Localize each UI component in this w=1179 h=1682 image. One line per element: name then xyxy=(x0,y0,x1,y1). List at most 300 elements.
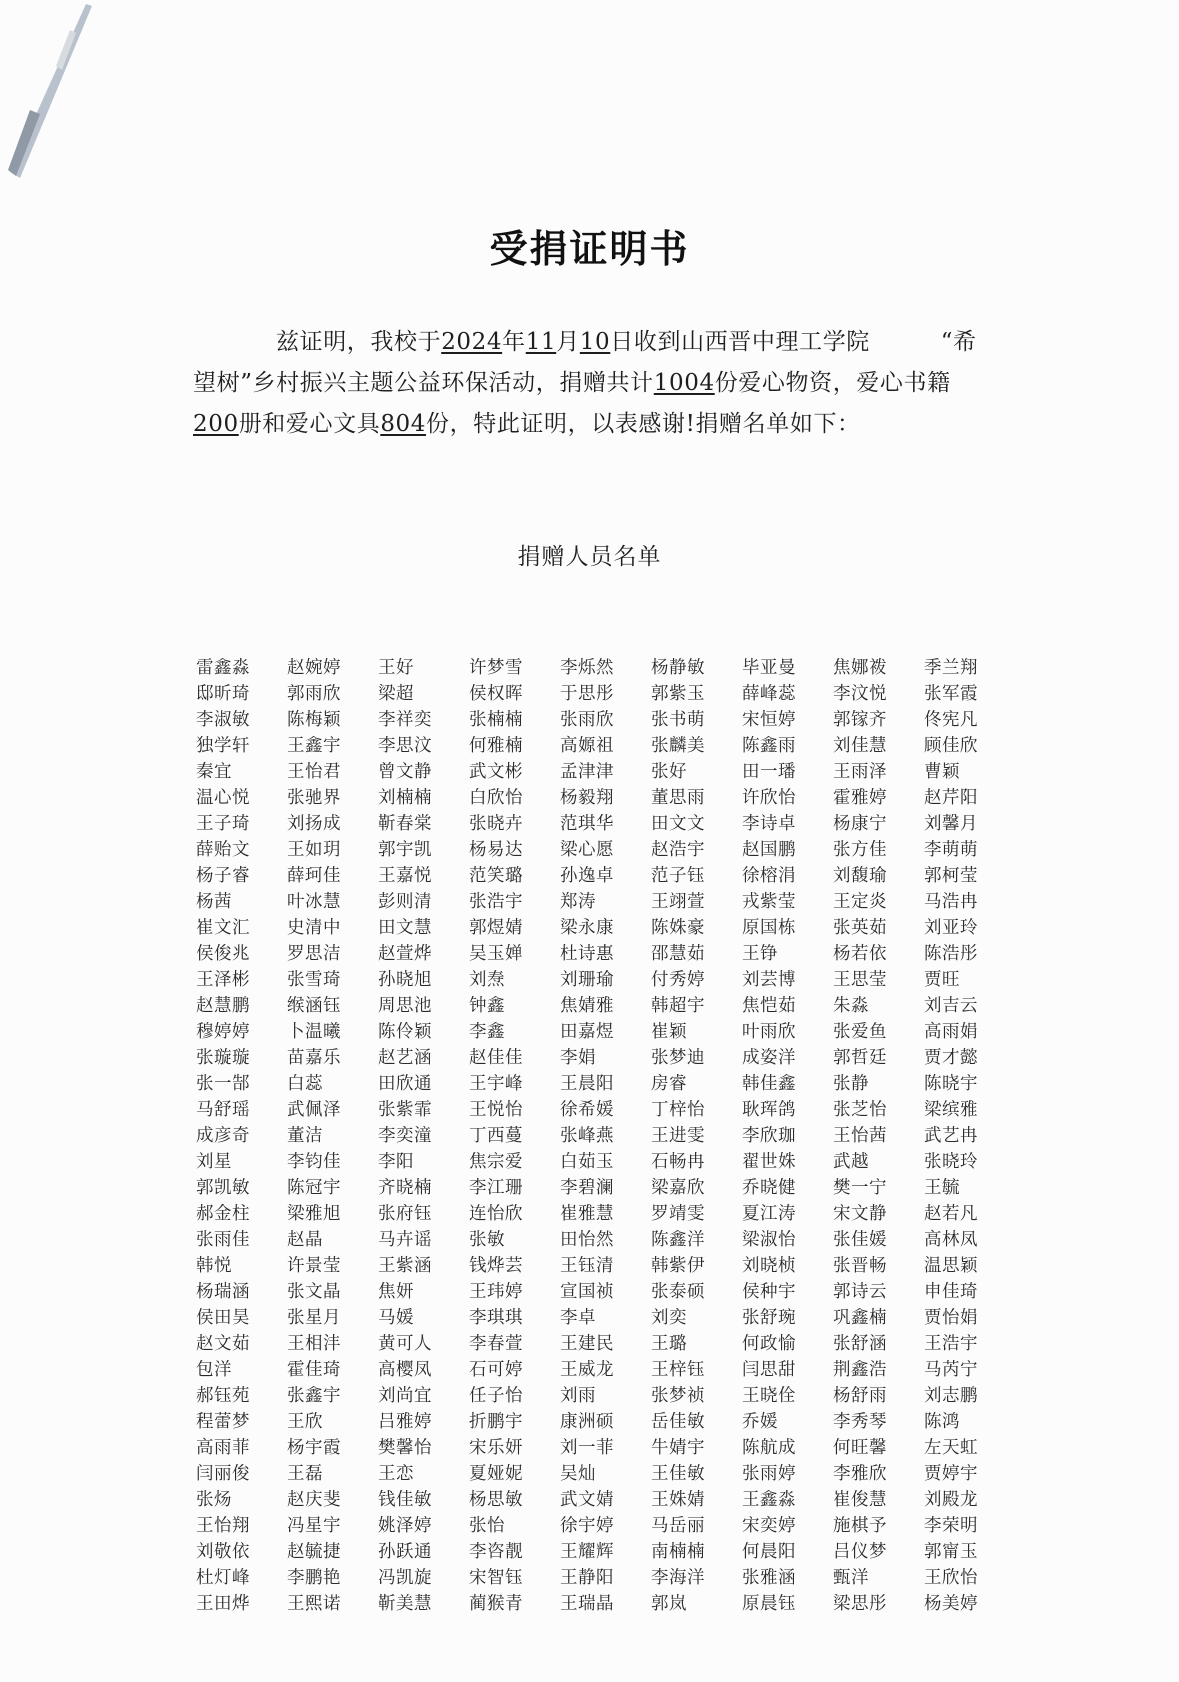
donor-name: 赵慧鹏 xyxy=(196,995,250,1016)
donor-name: 孟津津 xyxy=(560,761,614,782)
donor-name: 翟世姝 xyxy=(742,1151,796,1172)
donor-name: 高林凤 xyxy=(924,1229,978,1250)
donor-name: 郝钰苑 xyxy=(196,1385,250,1406)
donor-name: 赵庆斐 xyxy=(287,1489,341,1510)
name-row xyxy=(196,1589,1016,1615)
donor-name: 李琪琪 xyxy=(469,1307,523,1328)
donor-name: 王建民 xyxy=(560,1333,614,1354)
donor-name: 王耀辉 xyxy=(560,1541,614,1562)
donor-name: 成彦奇 xyxy=(196,1125,250,1146)
donor-name: 李钧佳 xyxy=(287,1151,341,1172)
donor-name: 李春萱 xyxy=(469,1333,523,1354)
donor-name: 罗靖雯 xyxy=(651,1203,705,1224)
donor-name: 张晓玲 xyxy=(924,1151,978,1172)
name-row xyxy=(196,965,1016,991)
donor-name: 靳美慧 xyxy=(378,1593,432,1614)
donor-name: 郭紫玉 xyxy=(651,683,705,704)
donor-name: 罗思洁 xyxy=(287,943,341,964)
donor-name: 韩紫伊 xyxy=(651,1255,705,1276)
name-row xyxy=(196,809,1016,835)
donor-name: 耿珲鸽 xyxy=(742,1099,796,1120)
donor-name: 刘焘 xyxy=(469,969,505,990)
donor-name: 孙晓旭 xyxy=(378,969,432,990)
name-row xyxy=(196,1563,1016,1589)
name-row xyxy=(196,835,1016,861)
donor-name: 何旺馨 xyxy=(833,1437,887,1458)
name-row xyxy=(196,1537,1016,1563)
donor-name: 白蕊 xyxy=(287,1073,323,1094)
donor-name: 王静阳 xyxy=(560,1567,614,1588)
donor-name: 周思池 xyxy=(378,995,432,1016)
donor-name: 张雨佳 xyxy=(196,1229,250,1250)
donor-name: 郭柯莹 xyxy=(924,865,978,886)
donor-name: 穆婷婷 xyxy=(196,1021,250,1042)
donor-name: 梁缤雅 xyxy=(924,1099,978,1120)
donor-name: 郝金柱 xyxy=(196,1203,250,1224)
donor-name: 施棋予 xyxy=(833,1515,887,1536)
donor-name: 陈浩彤 xyxy=(924,943,978,964)
donor-name: 范子钰 xyxy=(651,865,705,886)
name-row xyxy=(196,1407,1016,1433)
donor-name: 彭则清 xyxy=(378,891,432,912)
donor-name: 杨美婷 xyxy=(924,1593,978,1614)
donor-name: 宋奕婷 xyxy=(742,1515,796,1536)
donor-name: 徐希媛 xyxy=(560,1099,614,1120)
donor-name: 李萌萌 xyxy=(924,839,978,860)
donor-name: 王好 xyxy=(378,657,414,678)
donor-name: 李卓 xyxy=(560,1307,596,1328)
donor-name: 王毓 xyxy=(924,1177,960,1198)
total-suffix: 份爱心物资，爱心书籍 xyxy=(714,370,951,396)
donor-name: 王子琦 xyxy=(196,813,250,834)
donor-name: 高嫄祖 xyxy=(560,735,614,756)
donor-name: 李海洋 xyxy=(651,1567,705,1588)
donor-name: 原晨钰 xyxy=(742,1593,796,1614)
donor-name: 张璇璇 xyxy=(196,1047,250,1068)
donor-name: 何雅楠 xyxy=(469,735,523,756)
name-row xyxy=(196,757,1016,783)
donor-name: 焦妍 xyxy=(378,1281,414,1302)
donor-name: 张英茹 xyxy=(833,917,887,938)
donor-name: 陈晓宇 xyxy=(924,1073,978,1094)
donor-name: 侯田昊 xyxy=(196,1307,250,1328)
donor-name: 梁淑怡 xyxy=(742,1229,796,1250)
donor-name: 赵若凡 xyxy=(924,1203,978,1224)
donor-name: 马芮宁 xyxy=(924,1359,978,1380)
name-row xyxy=(196,1459,1016,1485)
donor-name: 陈鸿 xyxy=(924,1411,960,1432)
name-row xyxy=(196,991,1016,1017)
donor-name: 杨易达 xyxy=(469,839,523,860)
donor-name: 王磊 xyxy=(287,1463,323,1484)
donor-name: 张浩宇 xyxy=(469,891,523,912)
body-ending: 份，特此证明，以表感谢!捐赠名单如下： xyxy=(426,411,861,437)
donor-name: 张星月 xyxy=(287,1307,341,1328)
donor-name: 陈梅颖 xyxy=(287,709,341,730)
donor-name: 王铮 xyxy=(742,943,778,964)
donor-name: 杨若依 xyxy=(833,943,887,964)
donor-name: 武佩泽 xyxy=(287,1099,341,1120)
donor-name: 宋智钰 xyxy=(469,1567,523,1588)
donor-name: 钱烨芸 xyxy=(469,1255,523,1276)
donor-name: 郭煜婧 xyxy=(469,917,523,938)
donor-name: 王浩宇 xyxy=(924,1333,978,1354)
donor-name: 申佳琦 xyxy=(924,1281,978,1302)
donor-name: 崔俊慧 xyxy=(833,1489,887,1510)
donor-name: 岳佳敏 xyxy=(651,1411,705,1432)
donor-name: 夏江涛 xyxy=(742,1203,796,1224)
name-row xyxy=(196,939,1016,965)
donor-name: 吕仪梦 xyxy=(833,1541,887,1562)
donor-name: 赵毓捷 xyxy=(287,1541,341,1562)
name-row xyxy=(196,1485,1016,1511)
donor-name: 张舒涵 xyxy=(833,1333,887,1354)
donor-name: 崔雅慧 xyxy=(560,1203,614,1224)
donation-year: 2024 xyxy=(441,329,503,355)
donor-name: 樊一宁 xyxy=(833,1177,887,1198)
donor-name: 贾才懿 xyxy=(924,1047,978,1068)
donor-name: 赵婉婷 xyxy=(287,657,341,678)
donor-name: 焦宗爱 xyxy=(469,1151,523,1172)
month-suffix: 月 xyxy=(556,329,580,355)
donor-name: 陈鑫雨 xyxy=(742,735,796,756)
donor-name: 张雨欣 xyxy=(560,709,614,730)
donor-name: 郭哲廷 xyxy=(833,1047,887,1068)
donor-name: 刘晓桢 xyxy=(742,1255,796,1276)
donor-name: 白欣怡 xyxy=(469,787,523,808)
donor-name: 南楠楠 xyxy=(651,1541,705,1562)
donor-name: 马浩冉 xyxy=(924,891,978,912)
donor-name: 李荣明 xyxy=(924,1515,978,1536)
donor-name: 王紫涵 xyxy=(378,1255,432,1276)
donor-name: 王恋 xyxy=(378,1463,414,1484)
donor-name: 刘佳慧 xyxy=(833,735,887,756)
donor-name: 张梦祯 xyxy=(651,1385,705,1406)
donor-name: 许欣怡 xyxy=(742,787,796,808)
donor-name: 韩超宇 xyxy=(651,995,705,1016)
donor-name: 张泰硕 xyxy=(651,1281,705,1302)
donor-list-title: 捐赠人员名单 xyxy=(517,544,662,570)
name-row xyxy=(196,1225,1016,1251)
donor-name: 陈冠宇 xyxy=(287,1177,341,1198)
donor-name: 左天虹 xyxy=(924,1437,978,1458)
donor-name: 徐宇婷 xyxy=(560,1515,614,1536)
donor-name: 刘殿龙 xyxy=(924,1489,978,1510)
name-row xyxy=(196,1173,1016,1199)
donor-name: 侯俊兆 xyxy=(196,943,250,964)
donor-name: 杨舒雨 xyxy=(833,1385,887,1406)
donor-name: 钱佳敏 xyxy=(378,1489,432,1510)
donor-name: 冯星宇 xyxy=(287,1515,341,1536)
donor-name: 刘奕 xyxy=(651,1307,687,1328)
donor-name: 齐晓楠 xyxy=(378,1177,432,1198)
donor-name: 刘星 xyxy=(196,1151,232,1172)
donor-name: 杨康宁 xyxy=(833,813,887,834)
donor-name: 田一璠 xyxy=(742,761,796,782)
donor-name: 马舒瑶 xyxy=(196,1099,250,1120)
donor-name: 于思彤 xyxy=(560,683,614,704)
name-row xyxy=(196,1433,1016,1459)
donor-name: 武文婧 xyxy=(560,1489,614,1510)
pen-mark-graphic xyxy=(0,0,110,200)
donor-name: 高雨菲 xyxy=(196,1437,250,1458)
donor-name: 王姝婧 xyxy=(651,1489,705,1510)
donor-name: 王田烨 xyxy=(196,1593,250,1614)
donor-name: 朱淼 xyxy=(833,995,869,1016)
donor-name: 薛峰蕊 xyxy=(742,683,796,704)
donor-name: 张驰界 xyxy=(287,787,341,808)
donor-name: 徐榕涓 xyxy=(742,865,796,886)
donor-name: 杨毅翔 xyxy=(560,787,614,808)
donor-name: 李咨靓 xyxy=(469,1541,523,1562)
donor-name: 张芝怡 xyxy=(833,1099,887,1120)
donor-name: 李江珊 xyxy=(469,1177,523,1198)
donor-name: 张紫霏 xyxy=(378,1099,432,1120)
donor-name: 王佳敏 xyxy=(651,1463,705,1484)
donor-name: 王欣怡 xyxy=(924,1567,978,1588)
donor-name: 王思莹 xyxy=(833,969,887,990)
document-title: 受捐证明书 xyxy=(489,227,690,271)
donor-name: 宋乐妍 xyxy=(469,1437,523,1458)
donor-name: 高雨娟 xyxy=(924,1021,978,1042)
donor-name: 郭宇凯 xyxy=(378,839,432,860)
donor-name: 白茹玉 xyxy=(560,1151,614,1172)
donor-name: 闫思甜 xyxy=(742,1359,796,1380)
donor-name: 王相沣 xyxy=(287,1333,341,1354)
donor-name: 王钰清 xyxy=(560,1255,614,1276)
donor-name: 梁雅旭 xyxy=(287,1203,341,1224)
donor-name: 张炀 xyxy=(196,1489,232,1510)
donor-name: 叶雨欣 xyxy=(742,1021,796,1042)
donor-name: 张方佳 xyxy=(833,839,887,860)
donation-day: 10 xyxy=(579,329,611,355)
donor-name: 赵文茹 xyxy=(196,1333,250,1354)
donor-name: 范琪华 xyxy=(560,813,614,834)
donor-name: 戎紫莹 xyxy=(742,891,796,912)
donor-name: 王怡君 xyxy=(287,761,341,782)
name-row xyxy=(196,1303,1016,1329)
donor-name: 许景莹 xyxy=(287,1255,341,1276)
donor-name: 王进雯 xyxy=(651,1125,705,1146)
donor-name: 佟宪凡 xyxy=(924,709,978,730)
donor-name: 焦恺茹 xyxy=(742,995,796,1016)
name-row xyxy=(196,1329,1016,1355)
donor-name: 张军霞 xyxy=(924,683,978,704)
donor-name: 王泽彬 xyxy=(196,969,250,990)
body-intro: 兹证明，我校于 xyxy=(276,329,442,355)
name-row xyxy=(196,1511,1016,1537)
donor-name: 樊馨怡 xyxy=(378,1437,432,1458)
name-row xyxy=(196,1095,1016,1121)
donor-name: 梁思彤 xyxy=(833,1593,887,1614)
donor-name: 宋恒婷 xyxy=(742,709,796,730)
stationery-count: 804 xyxy=(380,411,427,437)
donor-name: 赵晶 xyxy=(287,1229,323,1250)
donor-name: 刘敬依 xyxy=(196,1541,250,1562)
donor-name: 叶冰慧 xyxy=(287,891,341,912)
donor-name: 吴玉婵 xyxy=(469,943,523,964)
donor-name: 崔文汇 xyxy=(196,917,250,938)
donor-name: 王怡翔 xyxy=(196,1515,250,1536)
donor-name: 康洲硕 xyxy=(560,1411,614,1432)
donor-name: 李雅欣 xyxy=(833,1463,887,1484)
name-row xyxy=(196,1251,1016,1277)
donor-name: 郭诗云 xyxy=(833,1281,887,1302)
donor-name: 刘雨 xyxy=(560,1385,596,1406)
donor-name: 夏娅妮 xyxy=(469,1463,523,1484)
donor-name: 王威龙 xyxy=(560,1359,614,1380)
donor-name: 李诗卓 xyxy=(742,813,796,834)
donor-name: 卜温曦 xyxy=(287,1021,341,1042)
donor-name: 付秀婷 xyxy=(651,969,705,990)
name-row xyxy=(196,679,1016,705)
donor-name: 梁永康 xyxy=(560,917,614,938)
donor-name: 许梦雪 xyxy=(469,657,523,678)
donor-name: 王晨阳 xyxy=(560,1073,614,1094)
donor-name: 侯种宇 xyxy=(742,1281,796,1302)
donor-name: 王玮婷 xyxy=(469,1281,523,1302)
name-row xyxy=(196,1355,1016,1381)
donor-name: 靳春棠 xyxy=(378,813,432,834)
donor-name: 甄洋 xyxy=(833,1567,869,1588)
donor-name: 王璐 xyxy=(651,1333,687,1354)
donor-name: 包洋 xyxy=(196,1359,232,1380)
donor-name: 原国栋 xyxy=(742,917,796,938)
name-row xyxy=(196,1147,1016,1173)
name-row xyxy=(196,913,1016,939)
donor-name: 范笑璐 xyxy=(469,865,523,886)
day-suffix: 日收到山西晋中理工学院 “希望树”乡村振兴主题公益环保活动，捐赠共计 xyxy=(193,329,977,396)
donor-name: 刘志鹏 xyxy=(924,1385,978,1406)
donor-name: 荆鑫浩 xyxy=(833,1359,887,1380)
donor-name: 马卉谣 xyxy=(378,1229,432,1250)
donor-name: 杨瑞涵 xyxy=(196,1281,250,1302)
donor-name: 李碧澜 xyxy=(560,1177,614,1198)
donor-name: 霍雅婷 xyxy=(833,787,887,808)
donor-name: 杨静敏 xyxy=(651,657,705,678)
donor-name: 缑涵钰 xyxy=(287,995,341,1016)
donor-name: 武艺冉 xyxy=(924,1125,978,1146)
donor-name: 李秀琴 xyxy=(833,1411,887,1432)
donor-name: 钟鑫 xyxy=(469,995,505,1016)
donor-name: 张怡 xyxy=(469,1515,505,1536)
donor-name: 王宇峰 xyxy=(469,1073,523,1094)
donor-name: 刘一菲 xyxy=(560,1437,614,1458)
donor-name: 孙逸卓 xyxy=(560,865,614,886)
donor-name: 杜诗惠 xyxy=(560,943,614,964)
donor-name: 武越 xyxy=(833,1151,869,1172)
donor-name: 张敏 xyxy=(469,1229,505,1250)
donor-name: 姚泽婷 xyxy=(378,1515,432,1536)
donor-name: 刘扬成 xyxy=(287,813,341,834)
donor-name: 房睿 xyxy=(651,1073,687,1094)
donor-name: 史清中 xyxy=(287,917,341,938)
donor-name: 张梦迪 xyxy=(651,1047,705,1068)
donor-name: 贾旺 xyxy=(924,969,960,990)
total-items: 1004 xyxy=(653,370,715,396)
donor-name: 杨思敏 xyxy=(469,1489,523,1510)
donor-name: 王瑞晶 xyxy=(560,1593,614,1614)
donor-name: 武文彬 xyxy=(469,761,523,782)
donor-name: 李娟 xyxy=(560,1047,596,1068)
donor-name: 李汶悦 xyxy=(833,683,887,704)
name-row xyxy=(196,861,1016,887)
donor-name: 张晋畅 xyxy=(833,1255,887,1276)
donor-name: 冯凯旋 xyxy=(378,1567,432,1588)
donor-name: 崔颖 xyxy=(651,1021,687,1042)
donor-name: 王梓钰 xyxy=(651,1359,705,1380)
donor-name: 张府钰 xyxy=(378,1203,432,1224)
donor-name: 杜灯峰 xyxy=(196,1567,250,1588)
donor-name: 张雪琦 xyxy=(287,969,341,990)
donor-name: 赵浩宇 xyxy=(651,839,705,860)
donor-name: 田怡然 xyxy=(560,1229,614,1250)
donor-name: 邸昕琦 xyxy=(196,683,250,704)
name-row xyxy=(196,1381,1016,1407)
donor-name: 雷鑫淼 xyxy=(196,657,250,678)
donor-name: 闫丽俊 xyxy=(196,1463,250,1484)
donor-name: 张好 xyxy=(651,761,687,782)
donor-name: 焦婧雅 xyxy=(560,995,614,1016)
donor-name: 石畅冉 xyxy=(651,1151,705,1172)
donor-names-grid xyxy=(196,653,1016,1615)
donor-name: 张麟美 xyxy=(651,735,705,756)
donor-name: 蔺猴青 xyxy=(469,1593,523,1614)
donor-name: 郑涛 xyxy=(560,891,596,912)
donor-name: 石可婷 xyxy=(469,1359,523,1380)
donor-name: 张晓卉 xyxy=(469,813,523,834)
donor-name: 梁超 xyxy=(378,683,414,704)
donor-name: 贾怡娟 xyxy=(924,1307,978,1328)
donor-name: 张楠楠 xyxy=(469,709,523,730)
donor-name: 苗嘉乐 xyxy=(287,1047,341,1068)
donor-name: 成姿洋 xyxy=(742,1047,796,1068)
donor-name: 王雨泽 xyxy=(833,761,887,782)
donor-name: 王悦怡 xyxy=(469,1099,523,1120)
donor-name: 陈航成 xyxy=(742,1437,796,1458)
donor-name: 独学轩 xyxy=(196,735,250,756)
donor-name: 高樱凤 xyxy=(378,1359,432,1380)
donor-name: 刘珊瑜 xyxy=(560,969,614,990)
donor-name: 赵佳佳 xyxy=(469,1047,523,1068)
donor-name: 董洁 xyxy=(287,1125,323,1146)
donor-name: 赵国鹏 xyxy=(742,839,796,860)
donor-name: 巩鑫楠 xyxy=(833,1307,887,1328)
donor-name: 王鑫淼 xyxy=(742,1489,796,1510)
donor-name: 张峰燕 xyxy=(560,1125,614,1146)
name-row xyxy=(196,1199,1016,1225)
donor-name: 贾婷宇 xyxy=(924,1463,978,1484)
donor-name: 温心悦 xyxy=(196,787,250,808)
donor-name: 秦宜 xyxy=(196,761,232,782)
donor-name: 毕亚曼 xyxy=(742,657,796,678)
donor-name: 王欣 xyxy=(287,1411,323,1432)
books-count: 200 xyxy=(193,411,239,437)
donor-name: 李思汶 xyxy=(378,735,432,756)
donor-name: 张雨婷 xyxy=(742,1463,796,1484)
donor-name: 顾佳欣 xyxy=(924,735,978,756)
name-row xyxy=(196,731,1016,757)
donor-name: 吕雅婷 xyxy=(378,1411,432,1432)
donor-name: 李祥奕 xyxy=(378,709,432,730)
donor-name: 王翊萱 xyxy=(651,891,705,912)
certificate-body xyxy=(193,322,993,445)
donor-name: 田欣通 xyxy=(378,1073,432,1094)
donor-name: 乔媛 xyxy=(742,1411,778,1432)
donor-name: 刘尚宜 xyxy=(378,1385,432,1406)
donor-name: 王嘉悦 xyxy=(378,865,432,886)
donor-name: 曾文静 xyxy=(378,761,432,782)
